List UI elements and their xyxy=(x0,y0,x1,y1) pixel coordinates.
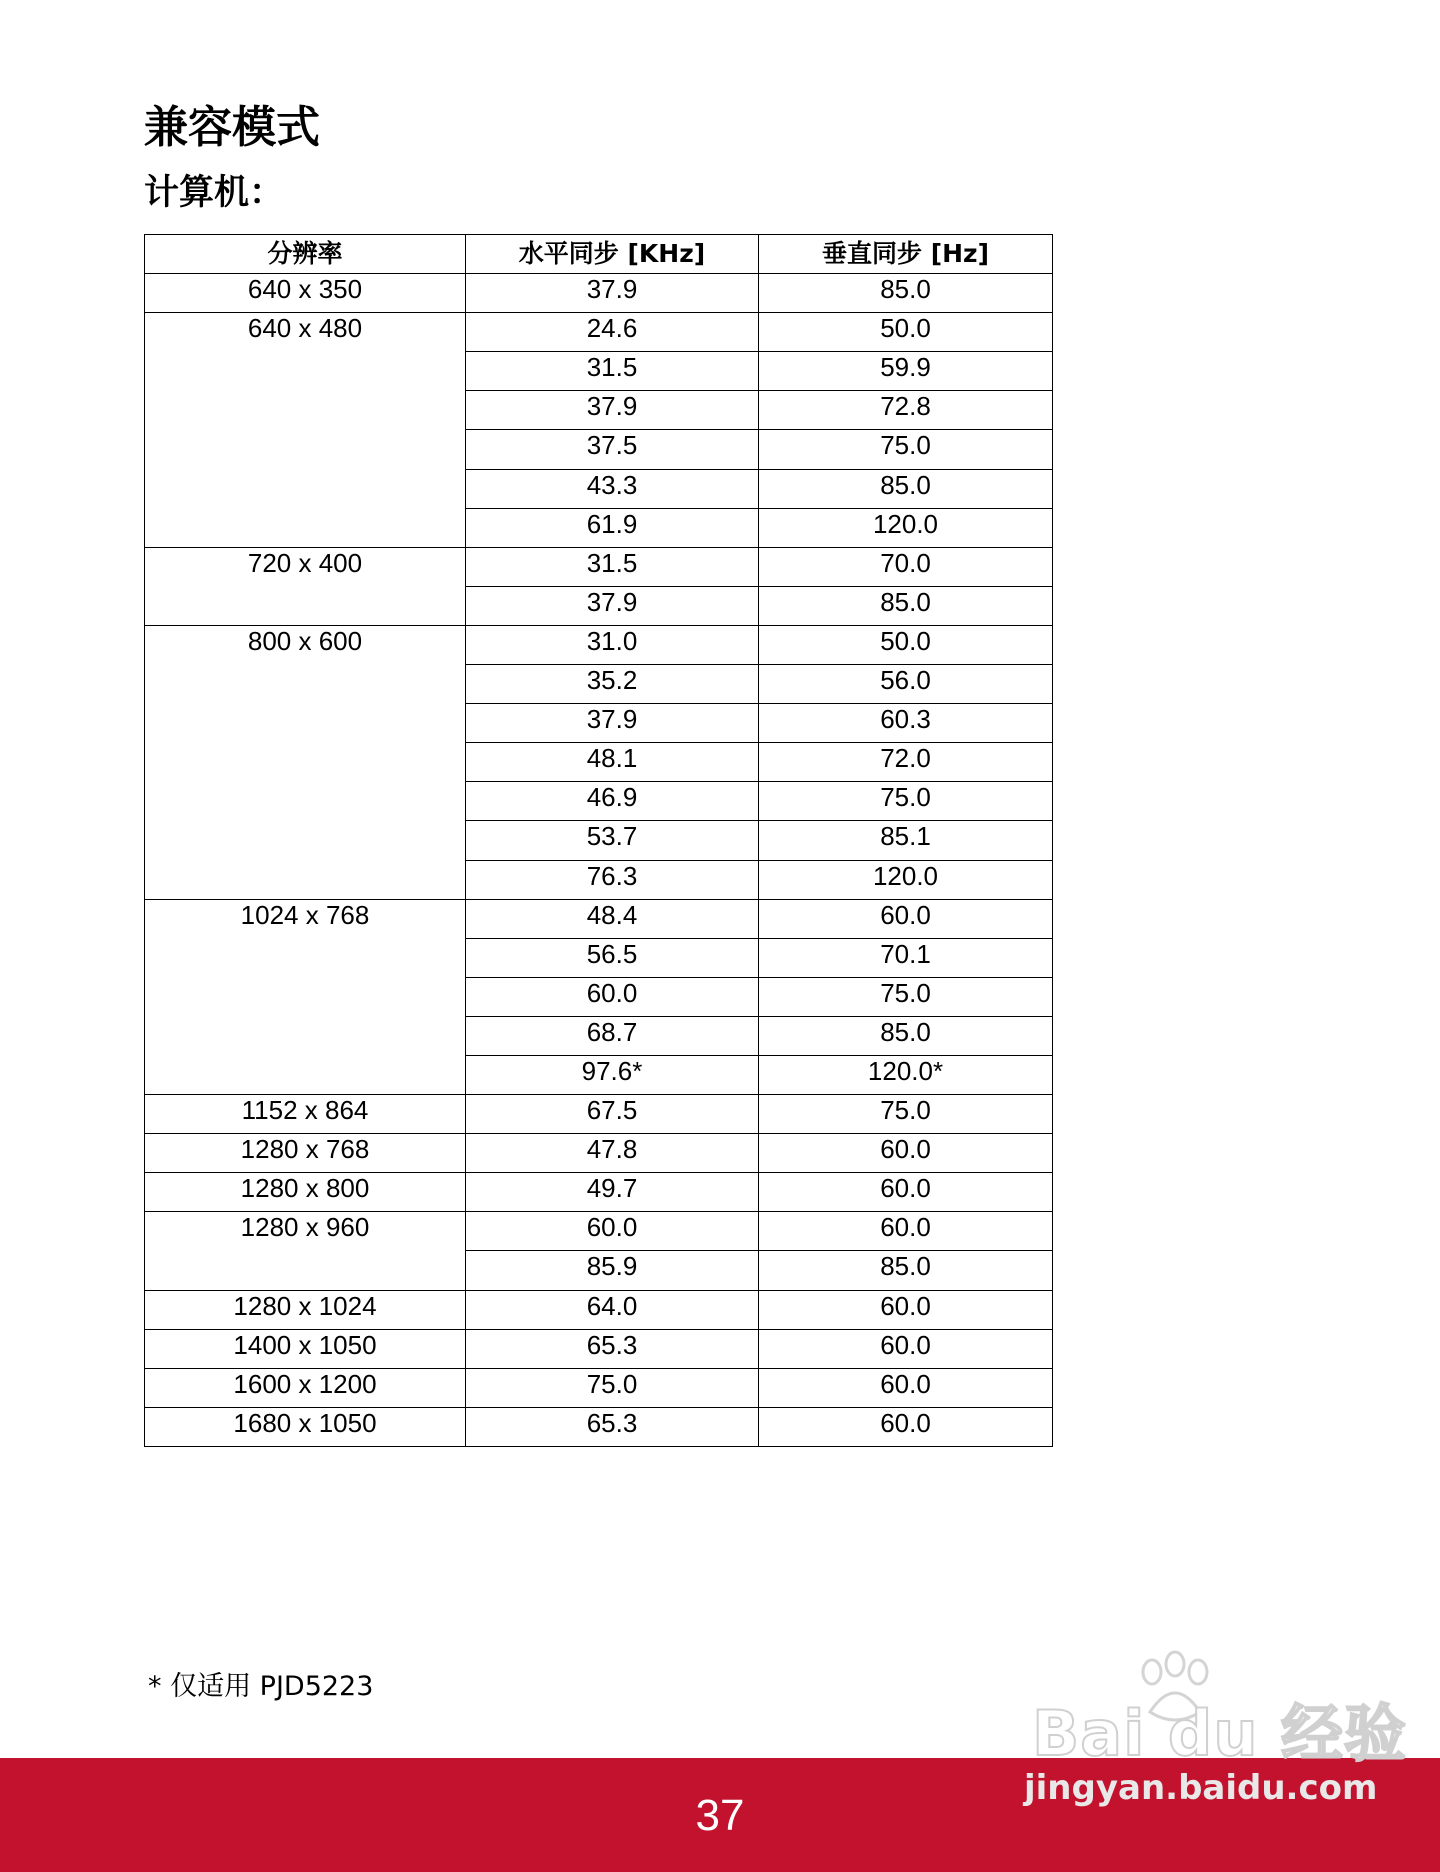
resolution-cell: 1024 x 768 xyxy=(145,899,466,1094)
h-sync-cell: 60.0 xyxy=(466,977,759,1016)
table-row xyxy=(145,625,1053,664)
resolution-cell: 640 x 350 xyxy=(145,274,466,313)
table-row xyxy=(145,1095,1053,1134)
h-sync-cell: 56.5 xyxy=(466,938,759,977)
page-number: 37 xyxy=(695,1791,745,1840)
h-sync-cell: 65.3 xyxy=(466,1329,759,1368)
table-row xyxy=(145,1368,1053,1407)
section-subtitle: 计算机： xyxy=(144,173,285,213)
h-sync-cell: 61.9 xyxy=(466,508,759,547)
resolution-cell: 1680 x 1050 xyxy=(145,1407,466,1446)
watermark-url: jingyan.baidu.com xyxy=(1024,1768,1378,1808)
v-sync-cell: 75.0 xyxy=(759,977,1053,1016)
table-header-row xyxy=(145,235,1053,274)
h-sync-cell: 35.2 xyxy=(466,665,759,704)
v-sync-cell: 60.0 xyxy=(759,899,1053,938)
header-h-sync: 水平同步 [KHz] xyxy=(466,235,759,274)
h-sync-cell: 47.8 xyxy=(466,1134,759,1173)
h-sync-cell: 85.9 xyxy=(466,1251,759,1290)
h-sync-cell: 76.3 xyxy=(466,860,759,899)
table-row xyxy=(145,1212,1053,1251)
resolution-cell: 640 x 480 xyxy=(145,313,466,548)
h-sync-cell: 53.7 xyxy=(466,821,759,860)
resolution-cell: 1400 x 1050 xyxy=(145,1329,466,1368)
resolution-cell: 1152 x 864 xyxy=(145,1095,466,1134)
baidu-watermark xyxy=(1020,1650,1420,1820)
page-title: 兼容模式 xyxy=(144,102,320,153)
v-sync-cell: 85.0 xyxy=(759,469,1053,508)
v-sync-cell: 85.1 xyxy=(759,821,1053,860)
v-sync-cell: 70.0 xyxy=(759,547,1053,586)
resolution-cell: 1280 x 768 xyxy=(145,1134,466,1173)
header-resolution: 分辨率 xyxy=(145,235,466,274)
h-sync-cell: 37.9 xyxy=(466,274,759,313)
v-sync-cell: 60.0 xyxy=(759,1368,1053,1407)
h-sync-cell: 75.0 xyxy=(466,1368,759,1407)
table-row xyxy=(145,313,1053,352)
v-sync-cell: 85.0 xyxy=(759,274,1053,313)
v-sync-cell: 120.0 xyxy=(759,508,1053,547)
v-sync-cell: 85.0 xyxy=(759,1016,1053,1055)
h-sync-cell: 97.6* xyxy=(466,1055,759,1094)
watermark-logo: Bai du 经验 xyxy=(1032,1697,1408,1770)
table-row xyxy=(145,1407,1053,1446)
header-v-sync: 垂直同步 [Hz] xyxy=(759,235,1053,274)
v-sync-cell: 50.0 xyxy=(759,313,1053,352)
h-sync-cell: 37.9 xyxy=(466,391,759,430)
h-sync-cell: 48.4 xyxy=(466,899,759,938)
v-sync-cell: 75.0 xyxy=(759,430,1053,469)
footnote: * 仅适用 PJD5223 xyxy=(148,1671,374,1702)
resolution-cell: 1280 x 800 xyxy=(145,1173,466,1212)
v-sync-cell: 60.3 xyxy=(759,704,1053,743)
resolution-cell: 1280 x 960 xyxy=(145,1212,466,1290)
v-sync-cell: 59.9 xyxy=(759,352,1053,391)
table-row xyxy=(145,1173,1053,1212)
table-row xyxy=(145,899,1053,938)
table-body xyxy=(145,274,1053,1447)
v-sync-cell: 60.0 xyxy=(759,1329,1053,1368)
v-sync-cell: 60.0 xyxy=(759,1212,1053,1251)
v-sync-cell: 56.0 xyxy=(759,665,1053,704)
h-sync-cell: 67.5 xyxy=(466,1095,759,1134)
table-row xyxy=(145,1134,1053,1173)
h-sync-cell: 46.9 xyxy=(466,782,759,821)
v-sync-cell: 70.1 xyxy=(759,938,1053,977)
v-sync-cell: 120.0 xyxy=(759,860,1053,899)
v-sync-cell: 85.0 xyxy=(759,1251,1053,1290)
v-sync-cell: 72.0 xyxy=(759,743,1053,782)
compatibility-table xyxy=(144,234,1053,1447)
h-sync-cell: 43.3 xyxy=(466,469,759,508)
h-sync-cell: 24.6 xyxy=(466,313,759,352)
v-sync-cell: 72.8 xyxy=(759,391,1053,430)
h-sync-cell: 37.9 xyxy=(466,704,759,743)
resolution-cell: 800 x 600 xyxy=(145,625,466,899)
h-sync-cell: 31.0 xyxy=(466,625,759,664)
v-sync-cell: 75.0 xyxy=(759,782,1053,821)
v-sync-cell: 60.0 xyxy=(759,1407,1053,1446)
h-sync-cell: 65.3 xyxy=(466,1407,759,1446)
h-sync-cell: 37.5 xyxy=(466,430,759,469)
v-sync-cell: 85.0 xyxy=(759,586,1053,625)
h-sync-cell: 37.9 xyxy=(466,586,759,625)
table-row xyxy=(145,274,1053,313)
h-sync-cell: 49.7 xyxy=(466,1173,759,1212)
h-sync-cell: 64.0 xyxy=(466,1290,759,1329)
v-sync-cell: 75.0 xyxy=(759,1095,1053,1134)
v-sync-cell: 60.0 xyxy=(759,1173,1053,1212)
v-sync-cell: 50.0 xyxy=(759,625,1053,664)
h-sync-cell: 48.1 xyxy=(466,743,759,782)
h-sync-cell: 68.7 xyxy=(466,1016,759,1055)
resolution-cell: 1600 x 1200 xyxy=(145,1368,466,1407)
table-row xyxy=(145,1290,1053,1329)
h-sync-cell: 60.0 xyxy=(466,1212,759,1251)
h-sync-cell: 31.5 xyxy=(466,547,759,586)
table-row xyxy=(145,1329,1053,1368)
table-row xyxy=(145,547,1053,586)
v-sync-cell: 120.0* xyxy=(759,1055,1053,1094)
resolution-cell: 720 x 400 xyxy=(145,547,466,625)
v-sync-cell: 60.0 xyxy=(759,1134,1053,1173)
resolution-cell: 1280 x 1024 xyxy=(145,1290,466,1329)
v-sync-cell: 60.0 xyxy=(759,1290,1053,1329)
h-sync-cell: 31.5 xyxy=(466,352,759,391)
